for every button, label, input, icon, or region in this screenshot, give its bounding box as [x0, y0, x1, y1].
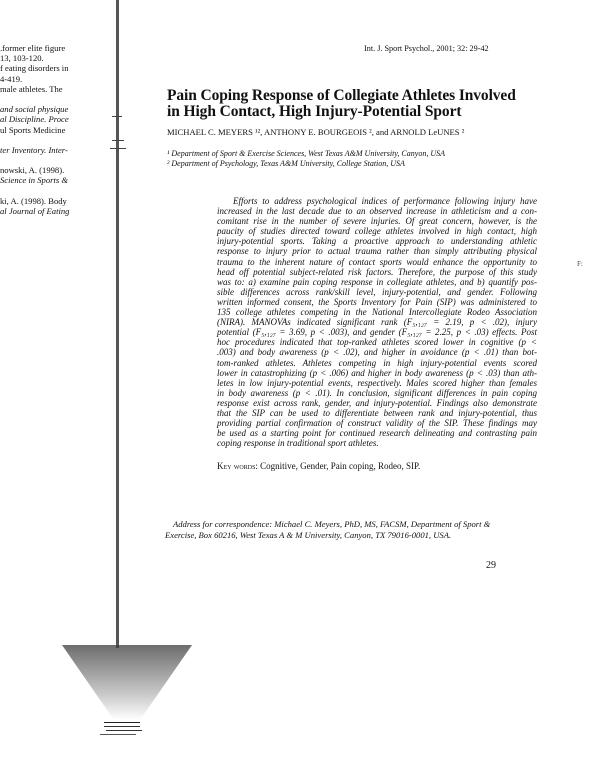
address-line: Exercise, Box 60216, West Texas A & M University, Canyon, TX 79016-0001, USA.: [165, 530, 452, 540]
facing-page-fragments: [0, 43, 128, 216]
affiliation: ¹ Department of Sport & Exercise Sciences, West Texas A&M University, Canyon, USA: [167, 149, 445, 158]
title-line: in High Contact, High Injury-Potential Sport: [167, 103, 462, 120]
running-head: Int. J. Sport Psychol., 2001; 32: 29-42: [364, 44, 489, 53]
abstract-line: head off potential subject-related risk factors. Therefore, the purpose of this study: [217, 266, 537, 277]
fragment-line: al Journal of Eating: [0, 206, 70, 216]
fragment-line: 4-419.: [0, 73, 23, 84]
fragment-line: 13, 103-120.: [0, 53, 44, 64]
fragment-line: [0, 94, 128, 104]
page-number: 29: [486, 560, 496, 571]
fragment-line: nowski, A. (1998).: [0, 165, 65, 176]
abstract-line: coping response in traditional sport athletes.: [217, 438, 379, 449]
fragment-line: and social physique: [0, 104, 69, 115]
fragment-line: ki, A. (1998). Body: [0, 195, 67, 206]
keywords-list: Cognitive, Gender, Pain coping, Rodeo, SIP.: [260, 461, 421, 471]
abstract-line: providing partial confirmation of construct validity of the SIP. These findings may: [217, 418, 537, 429]
fragment-line: f eating disorders in: [0, 63, 69, 74]
abstract-line: that the SIP can be used to differentiate between rank and injury-potential, thus: [217, 407, 537, 418]
correspondence-address: [165, 519, 490, 541]
abstract-line: increased in the last decade due to an observed increase in athleticism and a con-: [217, 206, 537, 217]
fragment-line: .former elite figure: [0, 43, 66, 53]
abstract-line: potential (F₅,₁₂₇ = 3.69, p < .003), and gender (F₅,₁₂₇ = 2.25, p < .03) effects. Post: [217, 327, 537, 338]
keywords: [217, 461, 420, 471]
fragment-line: al Discipline. Proce: [0, 114, 69, 125]
abstract-line: letes in low injury-potential events, respectively. Males scored higher than females: [217, 377, 537, 388]
authors: MICHAEL C. MEYERS ¹², ANTHONY E. BOURGEOIS ², and ARNOLD LeUNES ²: [167, 127, 465, 137]
fragment-line: [0, 135, 128, 145]
abstract-line: hoc procedures indicated that top-ranked athletes scored lower in cognitive (p <: [217, 337, 537, 348]
abstract: [217, 196, 537, 448]
title-line: Pain Coping Response of Collegiate Athletes Involved: [167, 87, 516, 104]
abstract-line: tom-ranked athletes. Athletes competing in high injury-potential events scored: [217, 357, 537, 368]
abstract-line: be used as a starting point for continued research delineating and contrasting pain: [217, 428, 537, 439]
abstract-line: trauma to the inherent nature of contact sports would enhance the opportunity to: [217, 256, 537, 267]
keywords-label: Key words:: [217, 461, 258, 471]
gutter-shadow: [62, 645, 192, 720]
abstract-line: response to injury prior to actual trauma rather than simply attributing physical: [217, 246, 537, 257]
abstract-line: (NIRA). MANOVAs indicated significant rank (F₅,₁₂₇ = 2.19, p < .02), injury: [217, 317, 537, 328]
abstract-line: sible differences across rank/skill level, injury-potential, and gender. Following: [217, 286, 537, 297]
abstract-line: comitant rise in the number of severe injuries. Of great concern, however, is the: [217, 216, 537, 227]
abstract-line: Efforts to address psychological indices of performance following injury have: [233, 196, 537, 206]
fragment-line: [0, 155, 128, 165]
fragment-line: ter Inventory. Inter-: [0, 144, 68, 155]
abstract-line: written informed consent, the Sports Inventory for Pain (SIP) was administered to: [217, 296, 537, 307]
abstract-line: lower in catastrophizing (p < .006) and higher in body awareness (p < .03) than ath-: [217, 367, 537, 378]
abstract-line: paucity of studies directed toward college athletes involved in high contact, high: [217, 226, 537, 237]
abstract-line: injury-potential sports. Taking a proactive approach to understanding athletic: [217, 236, 537, 247]
abstract-line: response exist across rank, gender, and injury-potential. Findings also demonstrate: [217, 397, 537, 408]
abstract-line: .003) and body awareness (p < .02), and higher in avoidance (p < .01) than bot-: [217, 347, 537, 358]
fragment-line: male athletes. The: [0, 83, 63, 94]
scan-artifact-marks: [104, 722, 140, 723]
fragment-line: ul Sports Medicine: [0, 124, 66, 135]
abstract-line: was to: a) examine pain coping response in collegiate athletes, and b) quantify pos-: [217, 276, 537, 287]
fragment-line: [0, 186, 128, 196]
stray-mark: F:: [577, 260, 583, 268]
fragment-line: Science in Sports &: [0, 175, 69, 186]
abstract-line: 135 college athletes competing in the National Intercollegiate Rodeo Association: [217, 307, 537, 318]
abstract-line: in body awareness (p < .01). In conclusion, significant differences in pain coping: [217, 387, 537, 398]
address-line: Address for correspondence: Michael C. Meyers, PhD, MS, FACSM, Department of Sport &: [173, 519, 491, 529]
article-title: [167, 88, 516, 120]
affiliation: ² Department of Psychology, Texas A&M University, College Station, USA: [167, 159, 405, 168]
